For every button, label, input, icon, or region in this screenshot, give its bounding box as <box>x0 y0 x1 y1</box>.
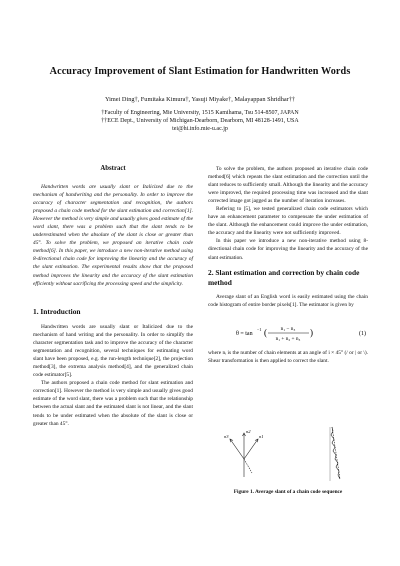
intro-paragraph: Handwritten words are usually slant or Italicized due to the mechanism of hand writing and the personality. In order to simplify the character segmentation task and to improve the accuracy of the character segmentation and recognition, several techniques for estimating word slant have been proposed, e.g. the run-length technique[2], the projection method[3], the extrema analysis method[4], and the generalized chain code estimator[5]. <box>33 324 193 379</box>
paper-title: Accuracy Improvement of Slant Estimation for Handwritten Words <box>49 66 351 77</box>
arrow-n3 <box>230 439 244 459</box>
chain-code-sequence <box>330 427 340 481</box>
label-n1: n1 <box>259 434 264 439</box>
section-2-heading: 2. Slant estimation and correction by chain code method <box>208 268 360 287</box>
eq-sup: −1 <box>257 327 262 332</box>
figure-1-caption: Figure 1. Average slant of a chain code sequence <box>233 489 343 495</box>
slant-line <box>244 459 252 473</box>
eq-denominator: n₁ + n₂ + n₃ <box>275 336 301 342</box>
section-1-heading: 1. Introduction <box>33 307 81 316</box>
arrowhead-n3 <box>230 439 233 442</box>
affiliation-1: †Faculty of Engineering, Mie University, 1515 Kamihama, Tsu 514-8507, JAPAN <box>101 110 299 116</box>
affiliation-2: ††ECE Dept., University of Michigan-Dearborn, Dearborn, MI 48128-1491, USA <box>101 118 299 124</box>
body-paragraph: where nᵢ is the number of chain elements at an angle of i × 45° (/ or | or \). Shear transformation is then applied to correct the slant. <box>208 350 368 365</box>
abstract-text: Handwritten words are usually slant or Italicized due to the mechanism of handwriting and the personality. In order to improve the accuracy of character segmentation and recognition, the authors proposed a chain code method for the slant estimation and correction[1]. However the method is very simple and usually gives good estimate of the word slant, there was a problem such that the slant tends to be underestimated when the absolute of the slant is close or greater than 45°. To solve the problem, we proposed an iterative chain code method[6]. In this paper, we introduce a new non-iterative method using 8-directional chain code for improving the linearity and the accuracy of the slant estimation. The experimental results show that the proposed method improves the linearity and the accuracy of the slant estimation efficiently without sacrificing the processing speed and the simplicity. <box>33 184 193 287</box>
arrowhead-n1 <box>255 439 258 442</box>
section-2-para-1 <box>208 293 368 309</box>
intro-paragraph: The authors proposed a chain code method for slant estimation and correction[1]. However the method is very simple and usually gives good estimate of the word slant, there was a problem such that the relationship between the actual slant and the estimated slant is not linear, and the slant tends to be under estimated when the absolute of the slant is close or greater than 45°. <box>33 380 193 427</box>
equation-1 <box>230 322 368 344</box>
eq-numerator: n₁ − n₃ <box>280 326 296 332</box>
chain-direction-diagram <box>230 433 258 477</box>
eq-lhs: θ = tan <box>236 331 253 337</box>
section-2-para-2 <box>208 349 368 365</box>
arrow-n1 <box>244 439 258 459</box>
body-paragraph: To solve the problem, the authors proposed an iterative chain code method[6] which repeats the slant estimation and the correction until the slant reduces to sufficiently small. Although the linearity and the accuracy were improved, the required processing time was increased and the slant corrected image got jagged as the number of iteration increases. <box>208 166 368 205</box>
body-paragraph: In this paper we introduce a new non-iterative method using 8-directional chain code for improving the linearity and the accuracy of the slant estimation. <box>208 238 368 261</box>
label-n3: n3 <box>224 434 229 439</box>
eq-number: (1) <box>359 331 366 337</box>
eq-paren-right: ) <box>310 327 313 338</box>
body-paragraph: Refering to [5], we tested generalized chain code estimators which have an enhancement parameter to compensate the under estimation of the slant. Although the enhancement could improve the under estimation, the accuracy and the linearity were not sufficiently improved. <box>208 206 368 237</box>
chain-sequence-path <box>331 427 340 479</box>
body-paragraph: Average slant of an English word is easily estimated using the chain code histogram of entire border pixels[1]. The estimator is given by <box>208 294 368 309</box>
equation-graphic <box>230 322 368 344</box>
section-1-body <box>33 323 193 428</box>
figure-1-diagram <box>222 425 364 487</box>
right-column-intro <box>208 165 368 262</box>
eq-paren-left: ( <box>264 327 267 338</box>
contact-email: tei@hi.info.mie-u.ac.jp <box>172 126 228 132</box>
label-n2: n2 <box>246 429 251 434</box>
author-list: Yimei Ding†, Fumitaka Kimura†, Yasuji Miyake†, Malayappan Shridhar†† <box>104 96 296 103</box>
figure-1 <box>222 425 364 487</box>
abstract-heading: Abstract <box>100 165 126 172</box>
